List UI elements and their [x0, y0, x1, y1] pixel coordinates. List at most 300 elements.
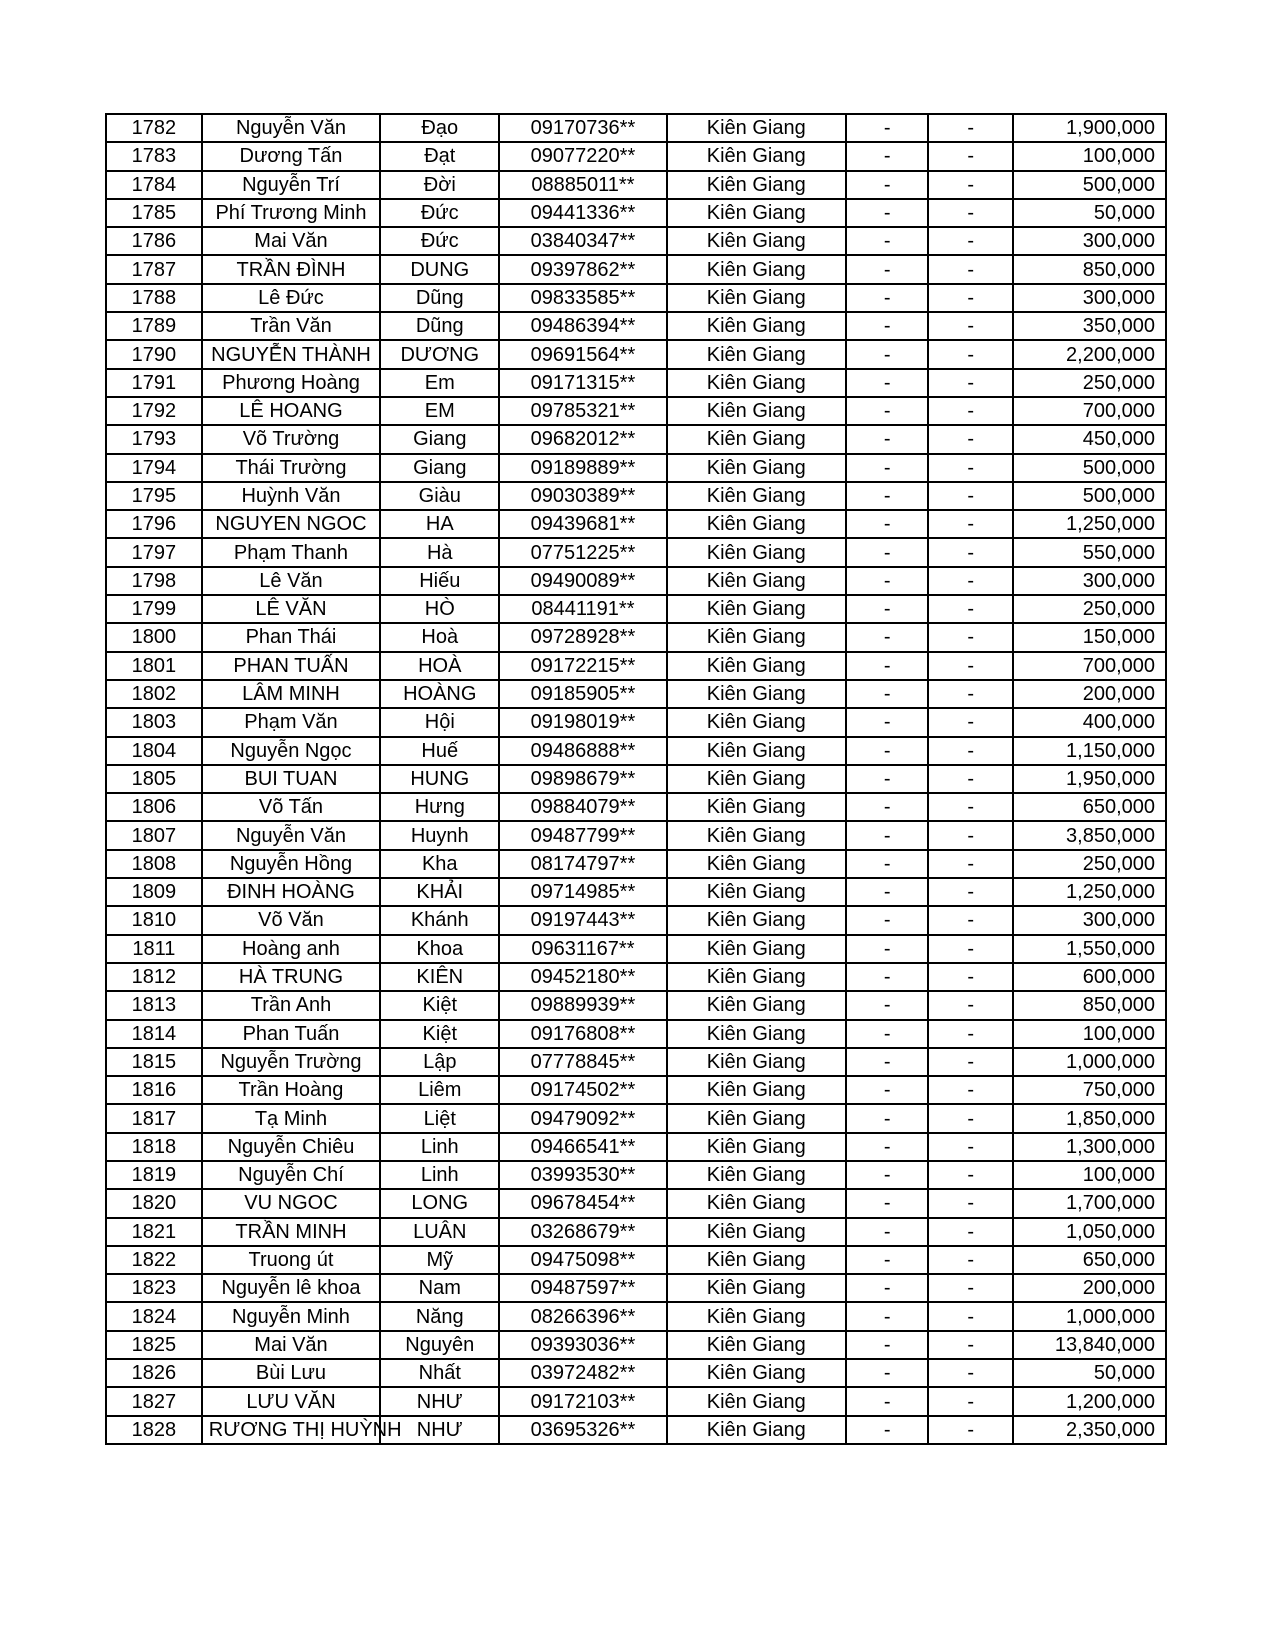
cell-amount: 550,000 [1013, 538, 1166, 566]
cell-amount: 1,850,000 [1013, 1104, 1166, 1132]
cell-ten: Huynh [380, 821, 499, 849]
cell-phone: 03840347** [499, 227, 666, 255]
cell-amount: 850,000 [1013, 991, 1166, 1019]
cell-province: Kiên Giang [667, 369, 846, 397]
cell-province: Kiên Giang [667, 1104, 846, 1132]
table-row [106, 1246, 1166, 1274]
cell-phone: 09678454** [499, 1189, 666, 1217]
cell-stt: 1825 [106, 1331, 202, 1359]
table-row [106, 1274, 1166, 1302]
cell-province: Kiên Giang [667, 142, 846, 170]
cell-phone: 09176808** [499, 1020, 666, 1048]
cell-province: Kiên Giang [667, 1133, 846, 1161]
cell-amount: 650,000 [1013, 1246, 1166, 1274]
cell-phone: 09785321** [499, 397, 666, 425]
cell-province: Kiên Giang [667, 454, 846, 482]
cell-col6: - [846, 397, 929, 425]
cell-phone: 07778845** [499, 1048, 666, 1076]
cell-phone: 09172215** [499, 652, 666, 680]
cell-col6: - [846, 1020, 929, 1048]
cell-phone: 09898679** [499, 765, 666, 793]
cell-ten: HUNG [380, 765, 499, 793]
cell-province: Kiên Giang [667, 227, 846, 255]
cell-stt: 1795 [106, 482, 202, 510]
cell-province: Kiên Giang [667, 312, 846, 340]
cell-province: Kiên Giang [667, 1161, 846, 1189]
cell-province: Kiên Giang [667, 1020, 846, 1048]
table-row [106, 1133, 1166, 1161]
table-row [106, 425, 1166, 453]
cell-ho-dem: VU NGOC [202, 1189, 380, 1217]
cell-col7: - [928, 935, 1013, 963]
cell-amount: 200,000 [1013, 680, 1166, 708]
cell-col6: - [846, 255, 929, 283]
cell-col7: - [928, 510, 1013, 538]
cell-phone: 09833585** [499, 284, 666, 312]
table-row [106, 906, 1166, 934]
cell-amount: 850,000 [1013, 255, 1166, 283]
table-row [106, 1076, 1166, 1104]
cell-province: Kiên Giang [667, 1189, 846, 1217]
cell-amount: 300,000 [1013, 906, 1166, 934]
data-sheet [105, 113, 1167, 1445]
table-row [106, 963, 1166, 991]
cell-col7: - [928, 1189, 1013, 1217]
cell-ten: Hưng [380, 793, 499, 821]
cell-amount: 1,000,000 [1013, 1302, 1166, 1330]
cell-col6: - [846, 227, 929, 255]
cell-col6: - [846, 1048, 929, 1076]
cell-phone: 09441336** [499, 199, 666, 227]
cell-amount: 700,000 [1013, 397, 1166, 425]
cell-col6: - [846, 369, 929, 397]
table-row [106, 1189, 1166, 1217]
table-row [106, 680, 1166, 708]
cell-ho-dem: Nguyễn Minh [202, 1302, 380, 1330]
cell-stt: 1785 [106, 199, 202, 227]
cell-col6: - [846, 1246, 929, 1274]
cell-col7: - [928, 878, 1013, 906]
cell-col6: - [846, 1416, 929, 1444]
cell-col7: - [928, 1104, 1013, 1132]
cell-stt: 1814 [106, 1020, 202, 1048]
cell-phone: 08441191** [499, 595, 666, 623]
cell-stt: 1821 [106, 1218, 202, 1246]
cell-amount: 1,900,000 [1013, 114, 1166, 142]
table-row [106, 312, 1166, 340]
cell-col7: - [928, 1076, 1013, 1104]
cell-ten: NHƯ [380, 1387, 499, 1415]
cell-stt: 1800 [106, 623, 202, 651]
cell-stt: 1802 [106, 680, 202, 708]
cell-ten: Linh [380, 1133, 499, 1161]
cell-ho-dem: Nguyễn Văn [202, 114, 380, 142]
cell-ho-dem: HÀ TRUNG [202, 963, 380, 991]
cell-col6: - [846, 765, 929, 793]
table-row [106, 1104, 1166, 1132]
cell-province: Kiên Giang [667, 680, 846, 708]
table-row [106, 1416, 1166, 1444]
cell-ho-dem: Phan Thái [202, 623, 380, 651]
table-row [106, 482, 1166, 510]
cell-amount: 400,000 [1013, 708, 1166, 736]
cell-province: Kiên Giang [667, 906, 846, 934]
cell-col6: - [846, 963, 929, 991]
cell-ho-dem: BUI TUAN [202, 765, 380, 793]
cell-col6: - [846, 991, 929, 1019]
cell-stt: 1786 [106, 227, 202, 255]
cell-ten: Lập [380, 1048, 499, 1076]
cell-col6: - [846, 482, 929, 510]
cell-ho-dem: Võ Trường [202, 425, 380, 453]
cell-stt: 1790 [106, 340, 202, 368]
cell-phone: 09397862** [499, 255, 666, 283]
cell-stt: 1796 [106, 510, 202, 538]
cell-province: Kiên Giang [667, 1302, 846, 1330]
cell-ho-dem: Hoàng anh [202, 935, 380, 963]
table-row [106, 454, 1166, 482]
table-row [106, 652, 1166, 680]
cell-ho-dem: Dương Tấn [202, 142, 380, 170]
cell-col6: - [846, 906, 929, 934]
cell-stt: 1810 [106, 906, 202, 934]
cell-stt: 1808 [106, 850, 202, 878]
cell-stt: 1787 [106, 255, 202, 283]
cell-ho-dem: Nguyễn Chiêu [202, 1133, 380, 1161]
table-row [106, 991, 1166, 1019]
cell-col7: - [928, 114, 1013, 142]
cell-amount: 300,000 [1013, 227, 1166, 255]
cell-ten: NHƯ [380, 1416, 499, 1444]
cell-ten: HOÀ [380, 652, 499, 680]
table-row [106, 284, 1166, 312]
cell-province: Kiên Giang [667, 1076, 846, 1104]
table-row [106, 935, 1166, 963]
cell-stt: 1789 [106, 312, 202, 340]
cell-col7: - [928, 680, 1013, 708]
cell-ten: Em [380, 369, 499, 397]
cell-province: Kiên Giang [667, 538, 846, 566]
table-row [106, 1048, 1166, 1076]
cell-col7: - [928, 454, 1013, 482]
cell-amount: 300,000 [1013, 567, 1166, 595]
cell-col7: - [928, 312, 1013, 340]
cell-ho-dem: Nguyễn lê khoa [202, 1274, 380, 1302]
cell-ho-dem: Phạm Văn [202, 708, 380, 736]
cell-col6: - [846, 680, 929, 708]
cell-province: Kiên Giang [667, 1416, 846, 1444]
cell-amount: 1,550,000 [1013, 935, 1166, 963]
cell-stt: 1801 [106, 652, 202, 680]
cell-phone: 08174797** [499, 850, 666, 878]
cell-col7: - [928, 595, 1013, 623]
cell-stt: 1822 [106, 1246, 202, 1274]
cell-phone: 09189889** [499, 454, 666, 482]
cell-phone: 09198019** [499, 708, 666, 736]
cell-stt: 1798 [106, 567, 202, 595]
cell-ho-dem: Mai Văn [202, 1331, 380, 1359]
cell-stt: 1782 [106, 114, 202, 142]
cell-phone: 09174502** [499, 1076, 666, 1104]
cell-ho-dem: Nguyễn Ngọc [202, 737, 380, 765]
cell-col6: - [846, 652, 929, 680]
cell-col6: - [846, 821, 929, 849]
cell-col7: - [928, 142, 1013, 170]
cell-amount: 100,000 [1013, 1020, 1166, 1048]
cell-ho-dem: Nguyễn Chí [202, 1161, 380, 1189]
cell-province: Kiên Giang [667, 1331, 846, 1359]
cell-amount: 250,000 [1013, 595, 1166, 623]
cell-amount: 50,000 [1013, 1359, 1166, 1387]
cell-stt: 1819 [106, 1161, 202, 1189]
cell-ten: LONG [380, 1189, 499, 1217]
cell-province: Kiên Giang [667, 340, 846, 368]
cell-phone: 08266396** [499, 1302, 666, 1330]
cell-province: Kiên Giang [667, 425, 846, 453]
cell-stt: 1805 [106, 765, 202, 793]
table-row [106, 255, 1166, 283]
cell-ho-dem: Mai Văn [202, 227, 380, 255]
cell-ho-dem: Lê Văn [202, 567, 380, 595]
cell-ho-dem: Phạm Thanh [202, 538, 380, 566]
cell-ten: Kiệt [380, 1020, 499, 1048]
cell-amount: 1,250,000 [1013, 510, 1166, 538]
cell-ho-dem: LÊ VĂN [202, 595, 380, 623]
cell-ten: HA [380, 510, 499, 538]
cell-amount: 13,840,000 [1013, 1331, 1166, 1359]
cell-stt: 1809 [106, 878, 202, 906]
cell-ten: Kiệt [380, 991, 499, 1019]
cell-ho-dem: Truong út [202, 1246, 380, 1274]
cell-col7: - [928, 397, 1013, 425]
cell-province: Kiên Giang [667, 510, 846, 538]
cell-col6: - [846, 1359, 929, 1387]
cell-province: Kiên Giang [667, 623, 846, 651]
cell-stt: 1803 [106, 708, 202, 736]
cell-ten: Đạo [380, 114, 499, 142]
cell-phone: 09475098** [499, 1246, 666, 1274]
cell-col6: - [846, 340, 929, 368]
cell-stt: 1784 [106, 171, 202, 199]
cell-ten: Mỹ [380, 1246, 499, 1274]
cell-stt: 1792 [106, 397, 202, 425]
table-body [106, 114, 1166, 1444]
cell-ten: Nam [380, 1274, 499, 1302]
cell-col7: - [928, 1274, 1013, 1302]
cell-ho-dem: LƯU VĂN [202, 1387, 380, 1415]
cell-amount: 1,150,000 [1013, 737, 1166, 765]
cell-stt: 1783 [106, 142, 202, 170]
cell-col7: - [928, 1302, 1013, 1330]
cell-ten: Đời [380, 171, 499, 199]
cell-col6: - [846, 1218, 929, 1246]
cell-ho-dem: Trần Anh [202, 991, 380, 1019]
cell-ten: EM [380, 397, 499, 425]
cell-ho-dem: Võ Tấn [202, 793, 380, 821]
cell-stt: 1791 [106, 369, 202, 397]
cell-col6: - [846, 850, 929, 878]
cell-stt: 1815 [106, 1048, 202, 1076]
cell-col6: - [846, 595, 929, 623]
cell-ho-dem: Nguyễn Hồng [202, 850, 380, 878]
table-row [106, 1331, 1166, 1359]
cell-phone: 09479092** [499, 1104, 666, 1132]
cell-stt: 1817 [106, 1104, 202, 1132]
cell-col6: - [846, 935, 929, 963]
table-row [106, 1302, 1166, 1330]
donor-table [105, 113, 1167, 1445]
cell-col7: - [928, 793, 1013, 821]
cell-phone: 09077220** [499, 142, 666, 170]
table-row [106, 397, 1166, 425]
cell-stt: 1799 [106, 595, 202, 623]
cell-ten: Linh [380, 1161, 499, 1189]
cell-amount: 500,000 [1013, 454, 1166, 482]
cell-col7: - [928, 369, 1013, 397]
cell-phone: 09490089** [499, 567, 666, 595]
cell-phone: 09487597** [499, 1274, 666, 1302]
cell-ho-dem: Phan Tuấn [202, 1020, 380, 1048]
cell-amount: 2,350,000 [1013, 1416, 1166, 1444]
cell-col6: - [846, 737, 929, 765]
cell-phone: 09172103** [499, 1387, 666, 1415]
cell-province: Kiên Giang [667, 1387, 846, 1415]
cell-ten: DƯƠNG [380, 340, 499, 368]
cell-ten: Giang [380, 425, 499, 453]
cell-col6: - [846, 199, 929, 227]
cell-amount: 250,000 [1013, 369, 1166, 397]
cell-ten: Đức [380, 199, 499, 227]
table-row [106, 793, 1166, 821]
cell-col6: - [846, 1387, 929, 1415]
cell-col6: - [846, 878, 929, 906]
cell-province: Kiên Giang [667, 284, 846, 312]
cell-province: Kiên Giang [667, 708, 846, 736]
cell-phone: 09393036** [499, 1331, 666, 1359]
table-row [106, 878, 1166, 906]
table-row [106, 567, 1166, 595]
cell-amount: 1,050,000 [1013, 1218, 1166, 1246]
cell-ten: Liêm [380, 1076, 499, 1104]
cell-ho-dem: TRẦN MINH [202, 1218, 380, 1246]
table-row [106, 1387, 1166, 1415]
cell-phone: 03972482** [499, 1359, 666, 1387]
cell-ten: Nhất [380, 1359, 499, 1387]
cell-stt: 1818 [106, 1133, 202, 1161]
cell-col6: - [846, 1161, 929, 1189]
cell-ho-dem: LÊ HOANG [202, 397, 380, 425]
cell-stt: 1827 [106, 1387, 202, 1415]
cell-col7: - [928, 1359, 1013, 1387]
cell-ten: Hoà [380, 623, 499, 651]
cell-stt: 1828 [106, 1416, 202, 1444]
cell-col6: - [846, 1133, 929, 1161]
cell-col7: - [928, 284, 1013, 312]
cell-ho-dem: NGUYEN NGOC [202, 510, 380, 538]
cell-stt: 1794 [106, 454, 202, 482]
table-row [106, 142, 1166, 170]
cell-province: Kiên Giang [667, 255, 846, 283]
cell-ho-dem: PHAN TUẤN [202, 652, 380, 680]
table-row [106, 1161, 1166, 1189]
cell-col7: - [928, 821, 1013, 849]
cell-stt: 1797 [106, 538, 202, 566]
cell-stt: 1793 [106, 425, 202, 453]
cell-province: Kiên Giang [667, 1246, 846, 1274]
cell-phone: 09691564** [499, 340, 666, 368]
cell-province: Kiên Giang [667, 1359, 846, 1387]
cell-amount: 1,950,000 [1013, 765, 1166, 793]
cell-phone: 09728928** [499, 623, 666, 651]
cell-col7: - [928, 652, 1013, 680]
cell-ho-dem: Huỳnh Văn [202, 482, 380, 510]
cell-col6: - [846, 623, 929, 651]
table-row [106, 765, 1166, 793]
cell-ten: Năng [380, 1302, 499, 1330]
cell-col6: - [846, 142, 929, 170]
cell-col7: - [928, 567, 1013, 595]
cell-phone: 09714985** [499, 878, 666, 906]
cell-phone: 09486394** [499, 312, 666, 340]
cell-province: Kiên Giang [667, 878, 846, 906]
cell-ho-dem: Thái Trường [202, 454, 380, 482]
cell-col6: - [846, 1076, 929, 1104]
cell-ho-dem: Võ Văn [202, 906, 380, 934]
cell-col6: - [846, 567, 929, 595]
cell-col6: - [846, 510, 929, 538]
cell-ten: Giàu [380, 482, 499, 510]
cell-amount: 1,700,000 [1013, 1189, 1166, 1217]
cell-col7: - [928, 1416, 1013, 1444]
cell-amount: 1,250,000 [1013, 878, 1166, 906]
cell-col6: - [846, 1331, 929, 1359]
cell-ten: LUÂN [380, 1218, 499, 1246]
cell-phone: 08885011** [499, 171, 666, 199]
cell-col7: - [928, 199, 1013, 227]
table-row [106, 510, 1166, 538]
cell-col7: - [928, 906, 1013, 934]
cell-stt: 1788 [106, 284, 202, 312]
cell-province: Kiên Giang [667, 1274, 846, 1302]
cell-phone: 09171315** [499, 369, 666, 397]
cell-ten: Dũng [380, 312, 499, 340]
cell-ten: Hội [380, 708, 499, 736]
cell-ten: Huế [380, 737, 499, 765]
cell-amount: 750,000 [1013, 1076, 1166, 1104]
cell-ho-dem: NGUYỄN THÀNH [202, 340, 380, 368]
cell-amount: 2,200,000 [1013, 340, 1166, 368]
cell-amount: 300,000 [1013, 284, 1166, 312]
table-row [106, 623, 1166, 651]
cell-col7: - [928, 1048, 1013, 1076]
cell-col7: - [928, 850, 1013, 878]
cell-col7: - [928, 991, 1013, 1019]
cell-province: Kiên Giang [667, 397, 846, 425]
cell-phone: 09197443** [499, 906, 666, 934]
cell-ho-dem: ĐINH HOÀNG [202, 878, 380, 906]
cell-amount: 3,850,000 [1013, 821, 1166, 849]
table-row [106, 199, 1166, 227]
cell-phone: 09631167** [499, 935, 666, 963]
table-row [106, 821, 1166, 849]
cell-stt: 1824 [106, 1302, 202, 1330]
cell-col7: - [928, 708, 1013, 736]
table-row [106, 227, 1166, 255]
cell-stt: 1806 [106, 793, 202, 821]
table-row [106, 708, 1166, 736]
table-row [106, 114, 1166, 142]
cell-ten: Liệt [380, 1104, 499, 1132]
